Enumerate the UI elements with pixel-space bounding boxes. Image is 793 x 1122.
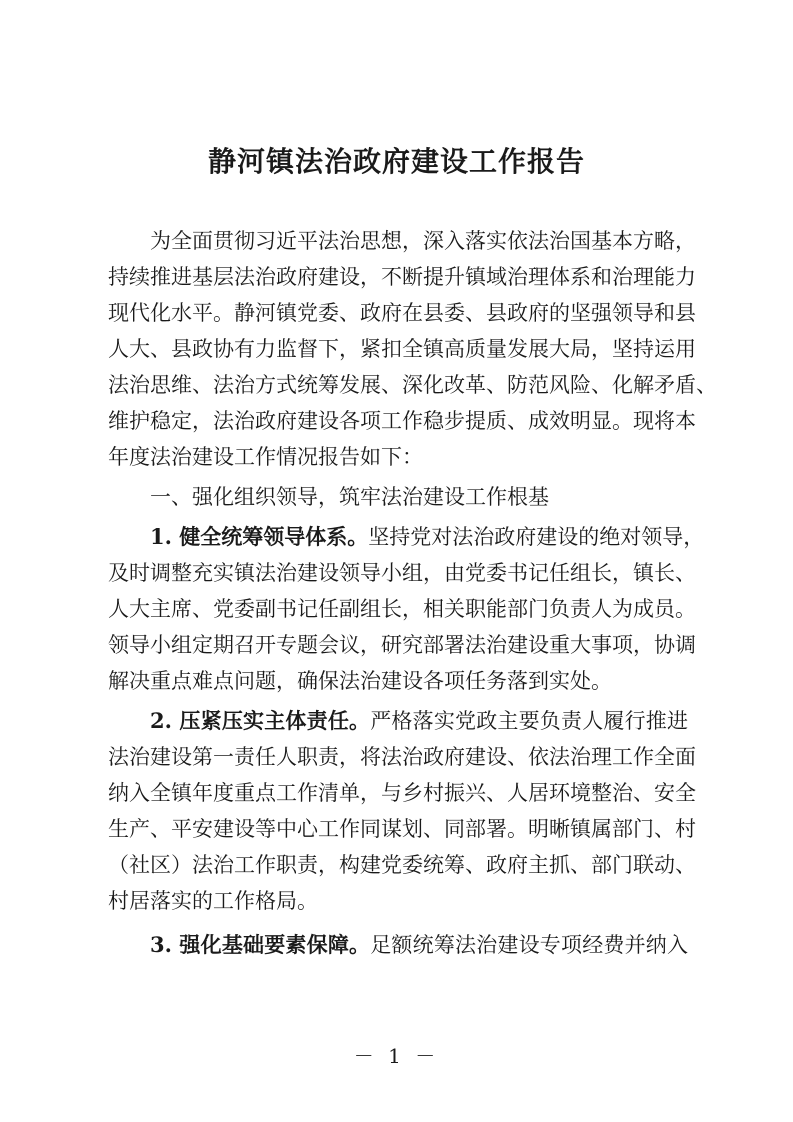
intro-line: 人大、县政协有力监督下，紧扣全镇高质量发展大局，坚持运用 [108,337,696,361]
item-2-line: 村居落实的工作格局。 [108,889,318,913]
item-1-first-line [150,522,705,552]
item-2-label: 2. 压紧压实主体责任。 [150,708,371,733]
section-heading: 一、强化组织领导，筑牢法治建设工作根基 [150,485,549,509]
item-3-first-line [150,930,688,960]
item-2-line: 法治建设第一责任人职责，将法治政府建设、依法治理工作全面 [108,745,696,769]
item-2-line: 纳入全镇年度重点工作清单，与乡村振兴、人居环境整治、安全 [108,781,696,805]
intro-line: 现代化水平。静河镇党委、政府在县委、县政府的坚强领导和县 [108,301,696,325]
item-3-text: 足额统筹法治建设专项经费并纳入 [370,933,688,957]
item-2-text: 严格落实党政主要负责人履行推进 [370,709,688,733]
item-2-line: （社区）法治工作职责，构建党委统筹、政府主抓、部门联动、 [108,853,696,877]
item-1-text: 坚持党对法治政府建设的绝对领导， [368,525,705,549]
intro-line: 为全面贯彻习近平法治思想，深入落实依法治国基本方略， [150,229,696,253]
item-1-line: 解决重点难点问题，确保法治建设各项任务落到实处。 [108,669,612,693]
item-1-line: 领导小组定期召开专题会议，研究部署法治建设重大事项，协调 [108,633,696,657]
item-3-label: 3. 强化基础要素保障。 [150,932,371,957]
item-2-line: 生产、平安建设等中心工作同谋划、同部署。明晰镇属部门、村 [108,817,696,841]
intro-line: 法治思维、法治方式统筹发展、深化改革、防范风险、化解矛盾、 [108,373,717,397]
intro-line: 持续推进基层法治政府建设，不断提升镇域治理体系和治理能力 [108,265,696,289]
item-1-label: 1. 健全统筹领导体系。 [150,524,369,549]
intro-line: 维护稳定，法治政府建设各项工作稳步提质、成效明显。现将本 [108,409,696,433]
item-1-line: 人大主席、党委副书记任副组长，相关职能部门负责人为成员。 [108,597,696,621]
intro-line: 年度法治建设工作情况报告如下： [108,445,423,469]
document-title: 静河镇法治政府建设工作报告 [207,145,585,178]
item-1-line: 及时调整充实镇法治建设领导小组，由党委书记任组长，镇长、 [108,561,696,585]
item-2-first-line [150,706,688,736]
page-number: － 1 － [353,1044,440,1068]
